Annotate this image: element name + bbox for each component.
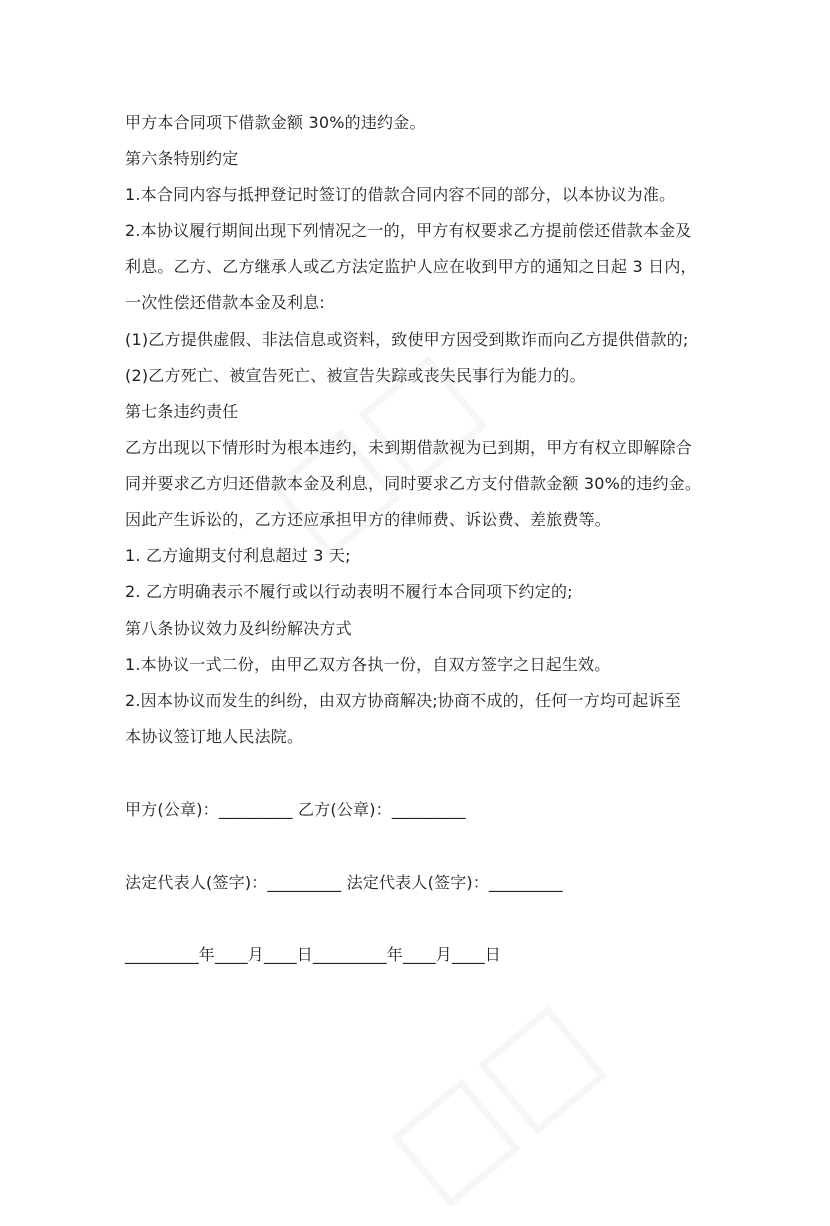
paragraph-line: 一次性偿还借款本金及利息: (125, 293, 325, 312)
paragraph-line: 甲方本合同项下借款金额 30%的违约金。 (125, 113, 426, 132)
paragraph-line: 同并要求乙方归还借款本金及利息，同时要求乙方支付借款金额 30%的违约金。 (125, 474, 702, 493)
seal-signature-line: 甲方(公章)：_________ 乙方(公章)：_________ (125, 800, 466, 819)
paragraph-line: (2)乙方死亡、被宣告死亡、被宣告失踪或丧失民事行为能力的。 (125, 366, 586, 385)
paragraph-line: 2. 乙方明确表示不履行或以行动表明不履行本合同项下约定的; (125, 582, 573, 601)
date-line: _________年____月____日_________年____月____日 (125, 945, 501, 964)
paragraph-line: 2.因本协议而发生的纠纷，由双方协商解决;协商不成的，任何一方均可起诉至 (125, 691, 681, 710)
paragraph-line: (1)乙方提供虚假、非法信息或资料，致使甲方因受到欺诈而向乙方提供借款的; (125, 330, 689, 349)
paragraph-line: 1.本合同内容与抵押登记时签订的借款合同内容不同的部分，以本协议为准。 (125, 185, 676, 204)
section-heading: 第七条违约责任 (125, 402, 239, 421)
paragraph-line: 乙方出现以下情形时为根本违约，未到期借款视为已到期，甲方有权立即解除合 (125, 438, 693, 457)
paragraph-line: 本协议签订地人民法院。 (125, 727, 304, 746)
paragraph-line: 2.本协议履行期间出现下列情况之一的，甲方有权要求乙方提前偿还借款本金及 (125, 221, 692, 240)
section-heading: 第八条协议效力及纠纷解决方式 (125, 619, 352, 638)
section-heading: 第六条特别约定 (125, 149, 239, 168)
watermark (362, 973, 625, 1225)
paragraph-line: 1.本协议一式二份，由甲乙双方各执一份，自双方签字之日起生效。 (125, 655, 611, 674)
paragraph-line: 因此产生诉讼的，乙方还应承担甲方的律师费、诉讼费、差旅费等。 (125, 510, 612, 529)
paragraph-line: 利息。乙方、乙方继承人或乙方法定监护人应在收到甲方的通知之日起 3 日内， (125, 257, 697, 276)
representative-signature-line: 法定代表人(签字)：_________ 法定代表人(签字)：_________ (125, 873, 563, 892)
paragraph-line: 1. 乙方逾期支付利息超过 3 天; (125, 546, 351, 565)
